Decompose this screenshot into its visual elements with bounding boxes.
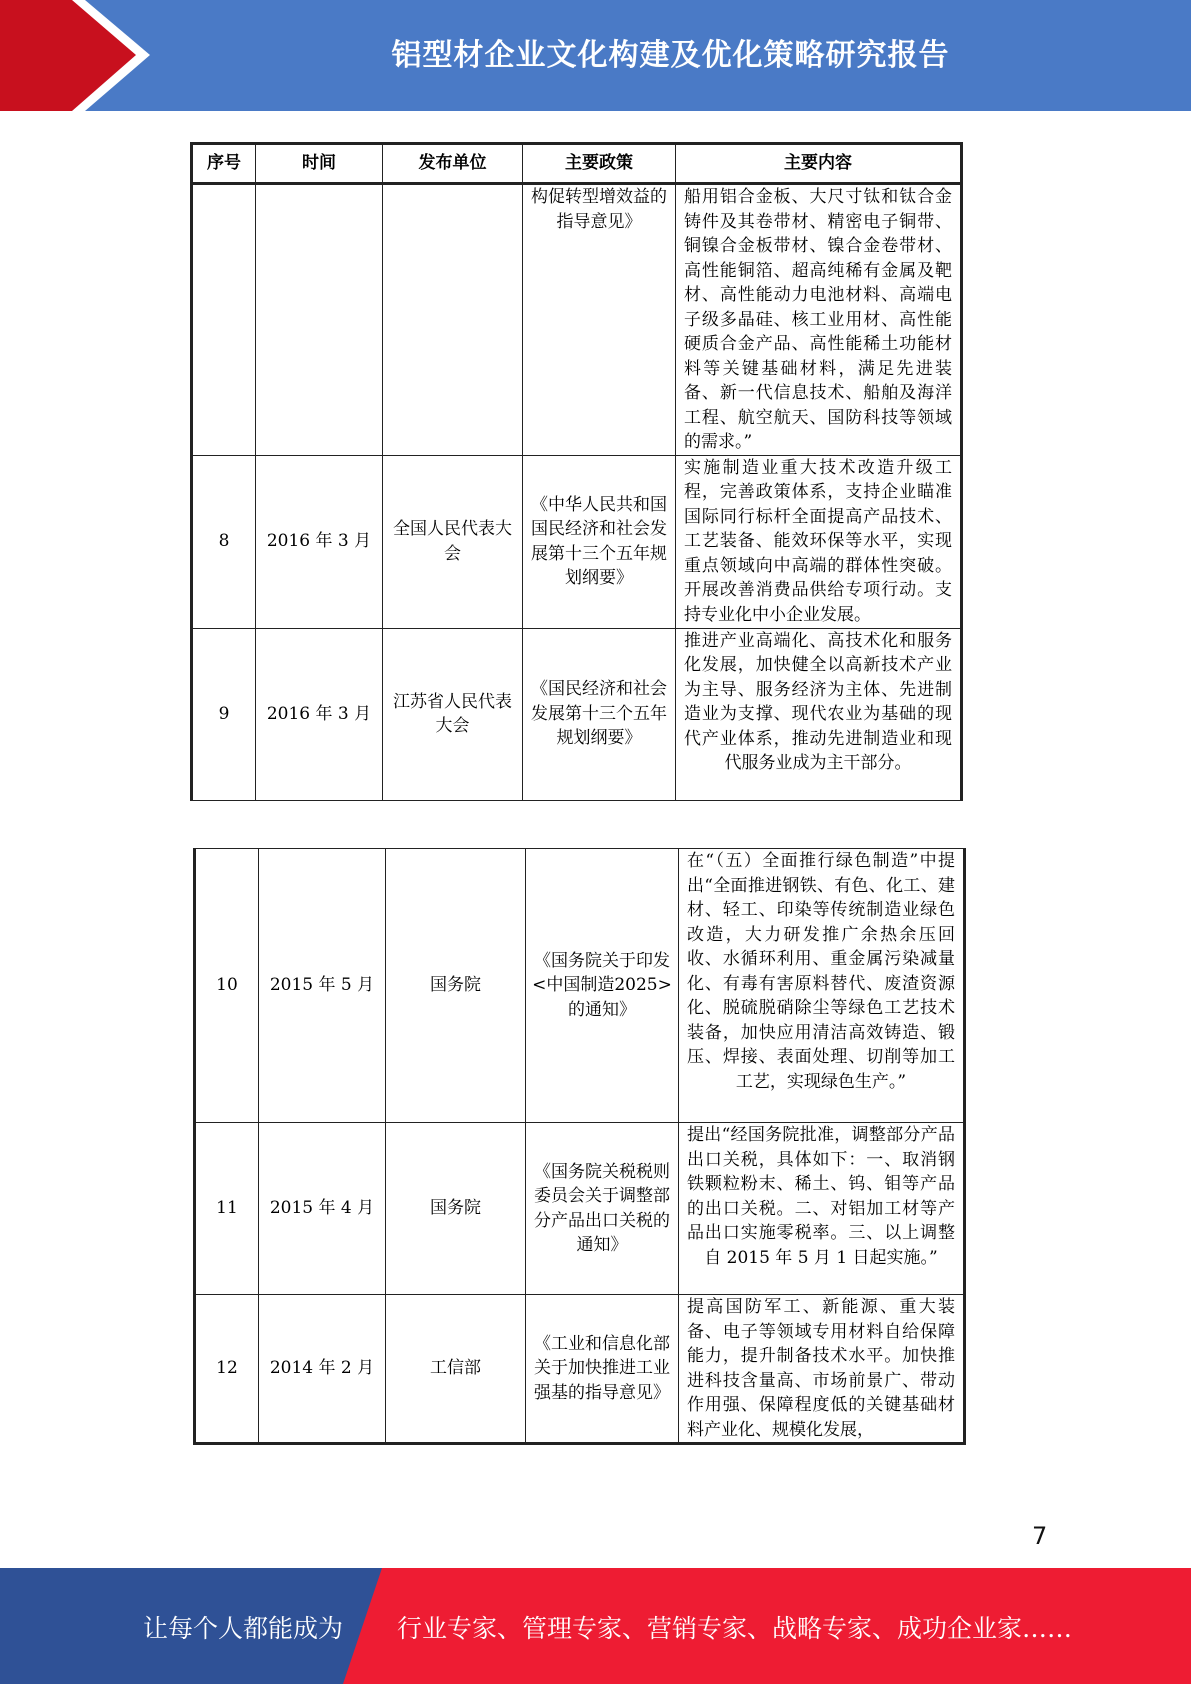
row-no: 9 — [192, 628, 256, 800]
column-header-publisher: 发布单位 — [383, 144, 523, 184]
row-no: 10 — [195, 849, 259, 1123]
policy-table-lower — [193, 848, 966, 1445]
header-banner — [0, 0, 1191, 111]
row-policy: 《国务院关税税则委员会关于调整部分产品出口关税的通知》 — [526, 1123, 679, 1295]
table-row — [195, 1123, 965, 1295]
header-red-chevron — [0, 0, 150, 111]
row-publisher: 国务院 — [386, 1123, 526, 1295]
row-time: 2015 年 4 月 — [259, 1123, 386, 1295]
table-row — [192, 184, 962, 456]
column-header-no: 序号 — [192, 144, 256, 184]
row-publisher: 国务院 — [386, 849, 526, 1123]
row-time: 2014 年 2 月 — [259, 1295, 386, 1444]
table-row — [195, 1295, 965, 1444]
row-policy: 《中华人民共和国国民经济和社会发展第十三个五年规划纲要》 — [523, 455, 676, 628]
row-content: 船用铝合金板、大尺寸钛和钛合金铸件及其卷带材、精密电子铜带、铜镍合金板带材、镍合金卷带材、高性能铜箔、超高纯稀有金属及靶材、高性能动力电池材料、高端电子级多晶硅、核工业用材、高性能硬质合金产品、高性能稀土功能材料等关键基础材料，满足先进装备、新一代信息技术、船舶及海洋工程、航空航天、国防科技等领域的需求。” — [676, 184, 962, 456]
footer-slogan-left: 让每个人都能成为 — [143, 1614, 344, 1643]
row-content: 实施制造业重大技术改造升级工程，完善政策体系，支持企业瞄准国际同行标杆全面提高产品技术、工艺装备、能效环保等水平，实现重点领域向中高端的群体性突破。开展改善消费品供给专项行动。支持专业化中小企业发展。 — [676, 455, 962, 628]
column-header-content: 主要内容 — [676, 144, 962, 184]
row-policy: 《工业和信息化部关于加快推进工业强基的指导意见》 — [526, 1295, 679, 1444]
row-content: 提高国防军工、新能源、重大装备、电子等领域专用材料自给保障能力，提升制备技术水平。加快推进科技含量高、市场前景广、带动作用强、保障程度低的关键基础材料产业化、规模化发展， — [679, 1295, 965, 1444]
row-content: 推进产业高端化、高技术化和服务化发展，加快健全以高新技术产业为主导、服务经济为主体、先进制造业为支撑、现代农业为基础的现代产业体系，推动先进制造业和现代服务业成为主干部分。 — [676, 628, 962, 800]
row-time — [256, 184, 383, 456]
row-no: 8 — [192, 455, 256, 628]
table-row — [192, 628, 962, 800]
page-number: 7 — [1032, 1522, 1048, 1550]
row-content: 在“（五）全面推行绿色制造”中提出“全面推进钢铁、有色、化工、建材、轻工、印染等传统制造业绿色改造，大力研发推广余热余压回收、水循环利用、重金属污染减量化、有毒有害原料替代、废渣资源化、脱硫脱硝除尘等绿色工艺技术装备，加快应用清洁高效铸造、锻压、焊接、表面处理、切削等加工工艺，实现绿色生产。” — [679, 849, 965, 1123]
footer-slogan-right: 行业专家、管理专家、营销专家、战略专家、成功企业家…… — [397, 1614, 1073, 1643]
row-policy: 《国民经济和社会发展第十三个五年规划纲要》 — [523, 628, 676, 800]
row-time: 2016 年 3 月 — [256, 628, 383, 800]
column-header-policy: 主要政策 — [523, 144, 676, 184]
footer-banner — [0, 1568, 1191, 1684]
row-no — [192, 184, 256, 456]
row-time: 2015 年 5 月 — [259, 849, 386, 1123]
row-publisher: 江苏省人民代表大会 — [383, 628, 523, 800]
row-time: 2016 年 3 月 — [256, 455, 383, 628]
row-no: 11 — [195, 1123, 259, 1295]
row-publisher: 工信部 — [386, 1295, 526, 1444]
row-content: 提出“经国务院批准，调整部分产品出口关税，具体如下：一、取消钢铁颗粒粉末、稀土、钨、钼等产品的出口关税。二、对铝加工材等产品出口实施零税率。三、以上调整自 2015 年 5 月 1 日起实施。” — [679, 1123, 965, 1295]
column-header-time: 时间 — [256, 144, 383, 184]
table-header-row — [192, 144, 962, 184]
document-title: 铝型材企业文化构建及优化策略研究报告 — [391, 38, 950, 73]
row-policy: 构促转型增效益的指导意见》 — [523, 184, 676, 456]
row-no: 12 — [195, 1295, 259, 1444]
row-policy: 《国务院关于印发<中国制造2025>的通知》 — [526, 849, 679, 1123]
table-row — [192, 455, 962, 628]
table-row — [195, 849, 965, 1123]
row-publisher: 全国人民代表大会 — [383, 455, 523, 628]
row-publisher — [383, 184, 523, 456]
policy-table-upper — [190, 142, 963, 801]
